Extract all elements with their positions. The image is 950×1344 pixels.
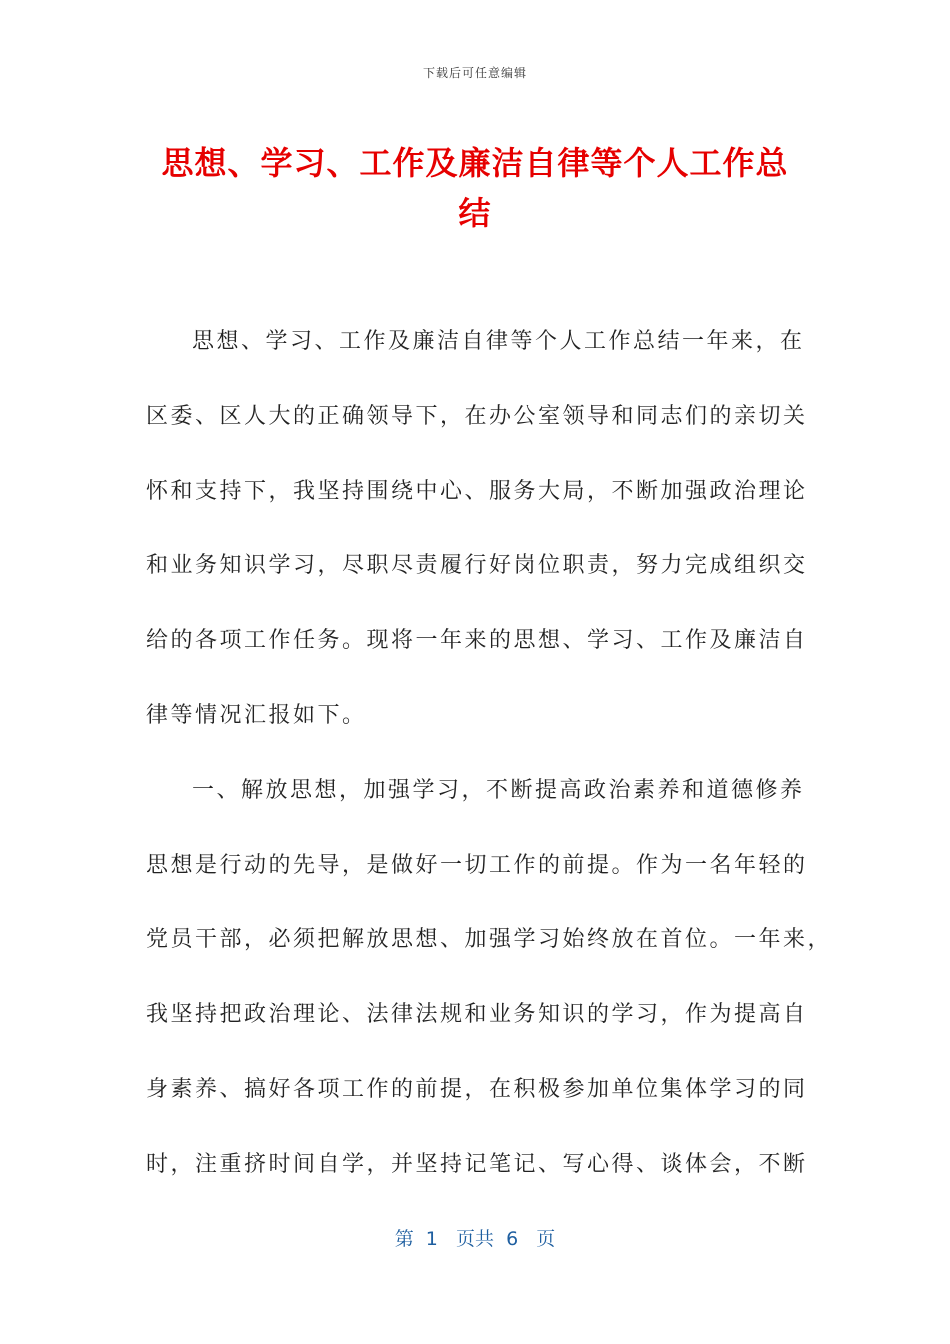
body-line: 时，注重挤时间自学，并坚持记笔记、写心得、谈体会，不断	[146, 1151, 808, 1177]
document-title	[140, 138, 810, 238]
body-line: 和业务知识学习，尽职尽责履行好岗位职责，努力完成组织交	[146, 553, 808, 579]
body-line: 身素养、搞好各项工作的前提，在积极参加单位集体学习的同	[146, 1076, 808, 1102]
body-line: 怀和支持下，我坚持围绕中心、服务大局，不断加强政治理论	[146, 478, 808, 504]
header-note: 下载后可任意编辑	[422, 66, 527, 80]
body-line: 区委、区人大的正确领导下，在办公室领导和同志们的亲切关	[146, 403, 808, 429]
section-heading: 一、解放思想，加强学习，不断提高政治素养和道德修养	[192, 777, 805, 803]
body-line: 律等情况汇报如下。	[146, 702, 367, 728]
body-line: 我坚持把政治理论、法律法规和业务知识的学习，作为提高自	[146, 1002, 808, 1028]
body-line: 给的各项工作任务。现将一年来的思想、学习、工作及廉洁自	[146, 628, 808, 654]
body-line: 思想是行动的先导，是做好一切工作的前提。作为一名年轻的	[146, 852, 808, 878]
body-line: 思想、学习、工作及廉洁自律等个人工作总结一年来，在	[192, 329, 805, 354]
document-body	[146, 305, 833, 1203]
title-line-2: 结	[458, 194, 492, 232]
body-line: 党员干部，必须把解放思想、加强学习始终放在首位。一年来，	[146, 927, 833, 953]
page-footer: 第 1 页共 6 页	[394, 1228, 556, 1250]
title-line-1: 思想、学习、工作及廉洁自律等个人工作总	[161, 144, 789, 182]
